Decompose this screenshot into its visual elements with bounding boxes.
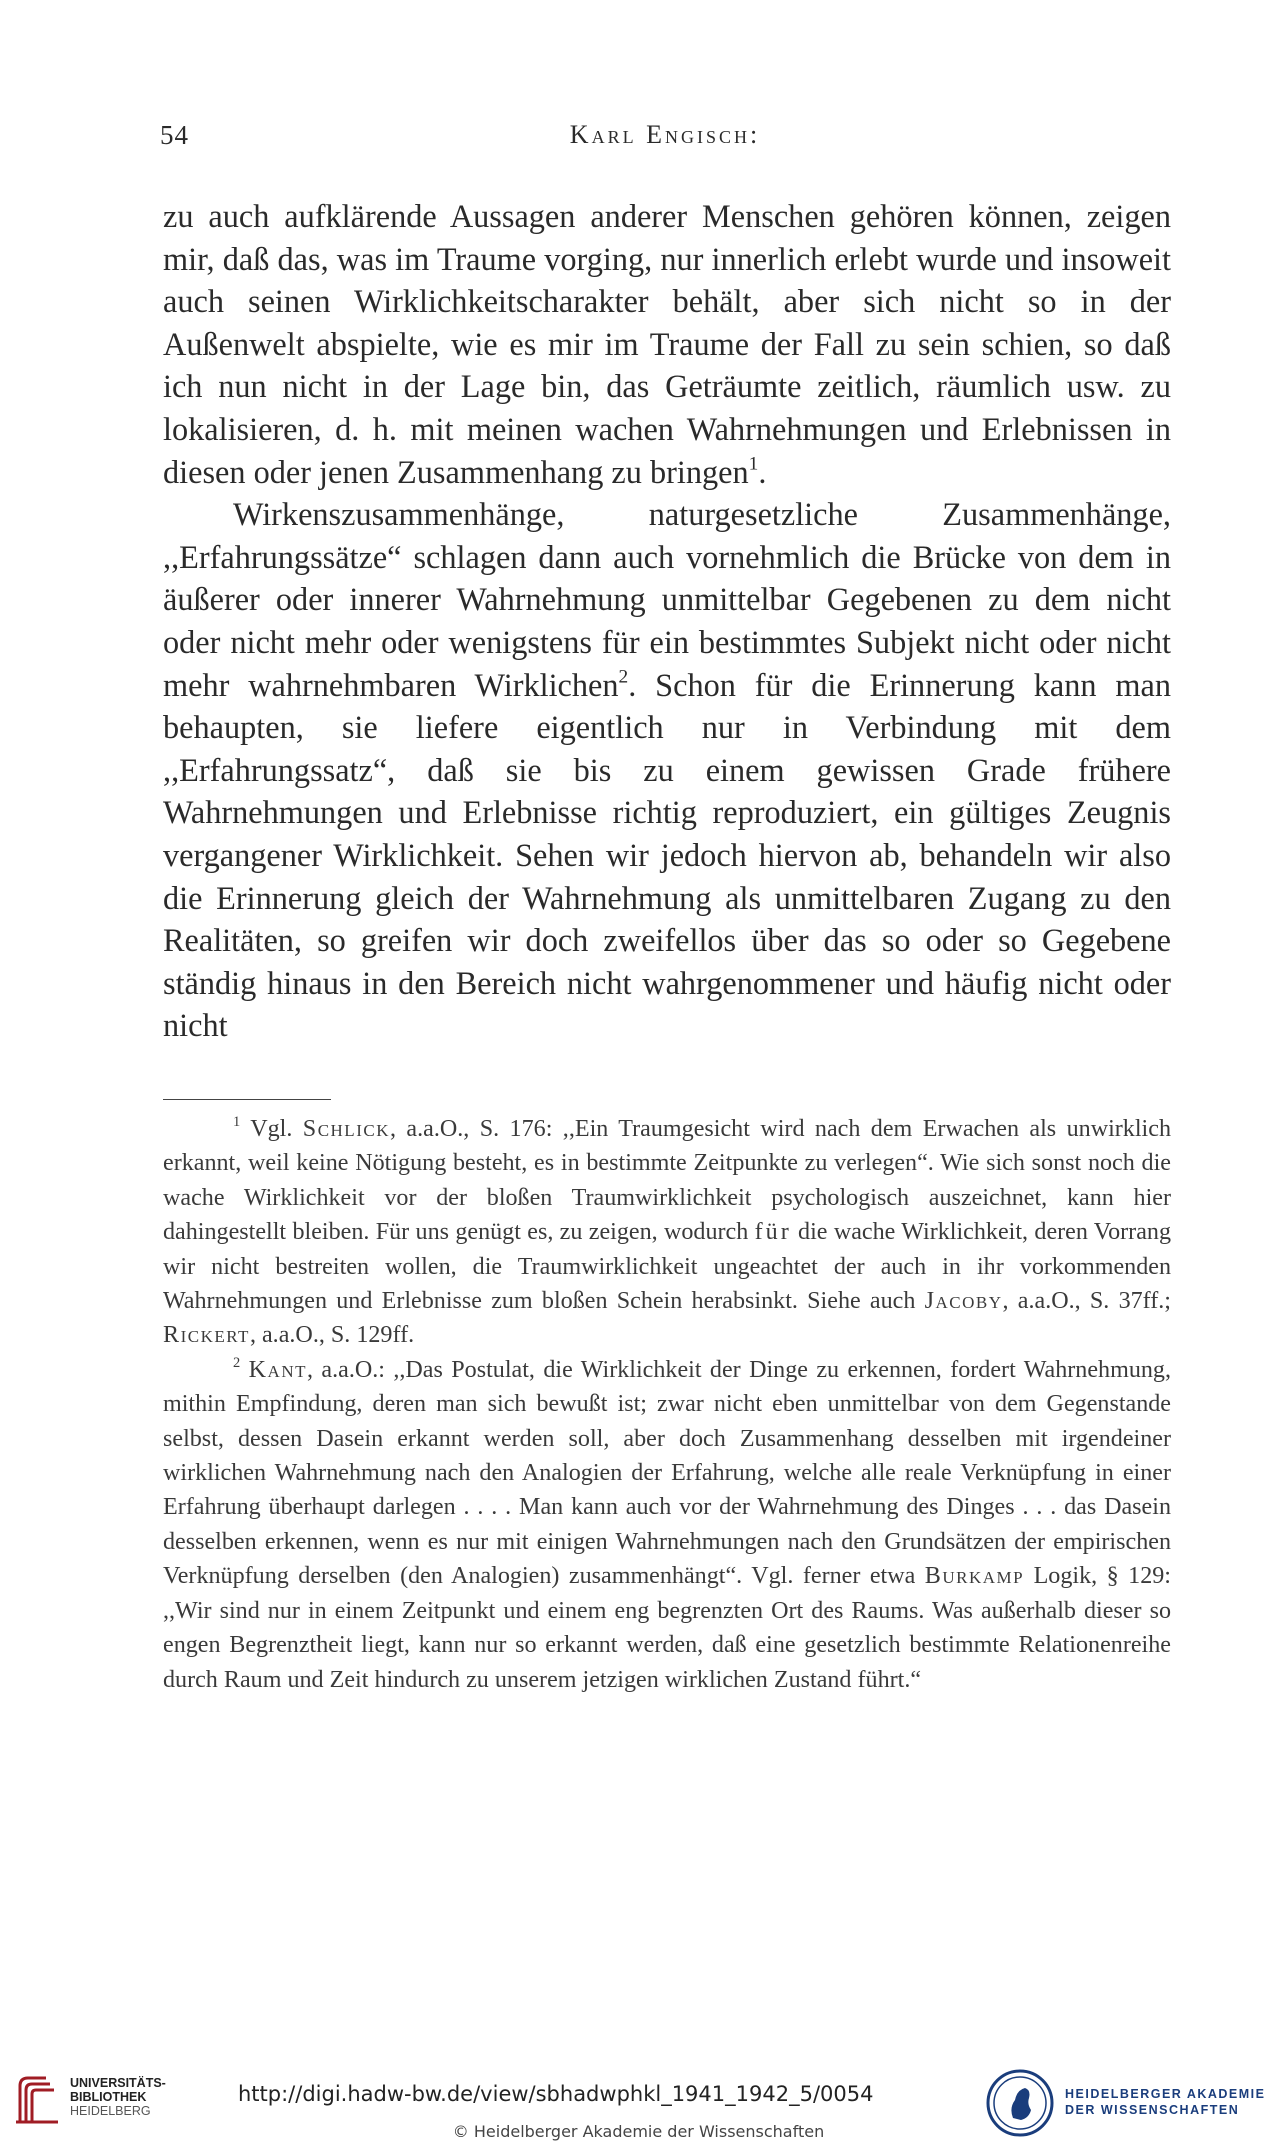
academy-name-line: HEIDELBERGER AKADEMIE — [1065, 2087, 1266, 2101]
academy-name-line: DER WISSENSCHAFTEN — [1065, 2103, 1240, 2117]
author-name: Burkamp — [924, 1563, 1025, 1590]
footnote-1-text: die wache Wirklichkeit, deren Vorrang wir nicht bestreiten wollen, die Traumwirklichkeit ungeachtet der auch in ihr vorkommenden Wahrnehmungen und Erlebnisse zum bloßen Schein herabsinkt. Siehe auch — [163, 1219, 1171, 1315]
running-head: Karl Engisch: — [569, 120, 761, 149]
footnote-2-text: Logik, § 129: ,,Wir sind nur in einem Zeitpunkt und einem eng begrenzten Ort des Raums. Was außerhalb dieser so engen Begrenztheit liegt, kann nur so erkannt werden, daß eine gesetzlich bestimmte Relationenreihe durch Raum und Zeit hindurch zu unserem jetzigen wirklichen Zustand führt.“ — [163, 1563, 1171, 1693]
footnote-1 — [163, 1112, 1171, 1353]
body-text — [163, 195, 1171, 1047]
paragraph-2-text-a: Wirkenszusammenhänge, naturgesetzliche Zusammenhänge, ,,Erfahrungssätze“ schlagen dann auch vornehmlich die Brücke von dem in äußerer oder innerer Wahrnehmung unmittelbar Gegebenen zu dem nicht oder nicht mehr oder wenigstens für ein bestimmtes Subjekt nicht oder nicht mehr wahrnehmbaren Wirklichen — [163, 496, 1171, 703]
copyright-notice: © Heidelberger Akademie der Wissenschaften — [452, 2122, 825, 2141]
paragraph-2-text-b: . Schon für die Erinnerung kann man behaupten, sie liefere eigentlich nur in Verbindung mit dem ,,Erfahrungssatz“, daß sie bis zu einem gewissen Grade frühere Wahrnehmungen und Erlebnisse richtig reproduziert, ein gültiges Zeugnis vergangener Wirklichkeit. Sehen wir jedoch hiervon ab, behandeln wir also die Erinnerung gleich der Wahrnehmung als unmittelbaren Zugang zu den Realitäten, so greifen wir doch zweifellos über das so oder so Gegebene ständig hinaus in den Bereich nicht wahrgenommener und häufig nicht oder nicht — [163, 666, 1171, 1044]
paragraph-1-text: zu auch aufklärende Aussagen anderer Menschen gehören können, zeigen mir, daß das, was im Traume vorging, nur innerlich erlebt wurde und insoweit auch seinen Wirklichkeitscharakter behält, aber sich nicht so in der Außenwelt abspielte, wie es mir im Traume der Fall zu sein schien, so daß ich nun nicht in der Lage bin, das Geträumte zeitlich, räumlich usw. zu lokalisieren, d. h. mit meinen wachen Wahrnehmungen und Erlebnissen in diesen oder jenen Zusammenhang zu bringen — [163, 198, 1171, 490]
footnote-2-text: , a.a.O.: ,,Das Postulat, die Wirklichkeit der Dinge zu erkennen, fordert Wahrnehmung, mithin Empfindung, deren man sich bewußt ist; zwar nicht eben unmittelbar von dem Gegenstande selbst, dessen Dasein erkannt werden soll, aber doch Zusammenhang desselben mit irgendeiner wirklichen Wahrnehmung nach den Analogien der Erfahrung, welche alle reale Verknüpfung in einer Erfahrung überhaupt darlegen . . . . Man kann auch vor der Wahrnehmung des Dinges . . . das Dasein desselben erkennen, wenn es nur mit einigen Wahrnehmungen nach den Grundsätzen der empirischen Verknüpfung derselben (den Analogien) zusammenhängt“. Vgl. ferner etwa — [163, 1356, 1171, 1590]
author-name: Jacoby — [924, 1288, 1003, 1315]
paragraph-2 — [163, 493, 1171, 1047]
footnote-2-mark: 2 — [233, 1354, 241, 1371]
footnotes — [163, 1112, 1171, 1697]
footnote-1-text: , a.a.O., S. 37ff.; — [1002, 1288, 1171, 1315]
academy-seal-icon — [985, 2068, 1055, 2138]
footnote-1-mark: 1 — [233, 1113, 241, 1130]
footnote-divider — [163, 1099, 331, 1100]
source-url-link[interactable]: http://digi.hadw-bw.de/view/sbhadwphkl_1941_1942_5/0054 — [238, 2082, 874, 2106]
footnote-2 — [163, 1353, 1171, 1697]
university-library-logo-icon — [12, 2072, 62, 2128]
academy-name — [1065, 2086, 1266, 2118]
author-name: Rickert — [163, 1322, 250, 1349]
library-name-line: HEIDELBERG — [70, 2104, 151, 2118]
page-footer — [0, 2060, 1277, 2150]
footnote-ref-2: 2 — [618, 665, 629, 687]
footnote-1-text: , a.a.O., S. 176: ,,Ein Traumgesicht wird nach dem Erwachen als unwirklich erkannt, weil keine Nötigung besteht, es in bestimmte Zeitpunkte zu verlegen“. Wie sich sonst noch die wache Wirklichkeit vor der bloßen Traumwirklichkeit psychologisch auszeichnet, kann hier dahingestellt bleiben. Für uns genügt es, zu zeigen, wodurch — [163, 1116, 1171, 1246]
page-number: 54 — [160, 120, 189, 150]
author-name: Schlick — [302, 1116, 390, 1142]
library-name-line: BIBLIOTHEK — [70, 2090, 147, 2104]
university-library-name — [70, 2076, 166, 2118]
footnote-1-text: , a.a.O., S. 129ff. — [249, 1322, 415, 1349]
author-name: Kant — [248, 1356, 307, 1383]
paragraph-1-end: . — [758, 453, 767, 490]
page-header — [160, 120, 1170, 160]
library-name-line: UNIVERSITÄTS- — [70, 2076, 166, 2090]
paragraph-1 — [163, 195, 1171, 493]
footnote-1-text: Vgl. — [240, 1116, 303, 1142]
emphasis-text: für — [754, 1219, 792, 1246]
footnote-ref-1: 1 — [748, 453, 759, 474]
